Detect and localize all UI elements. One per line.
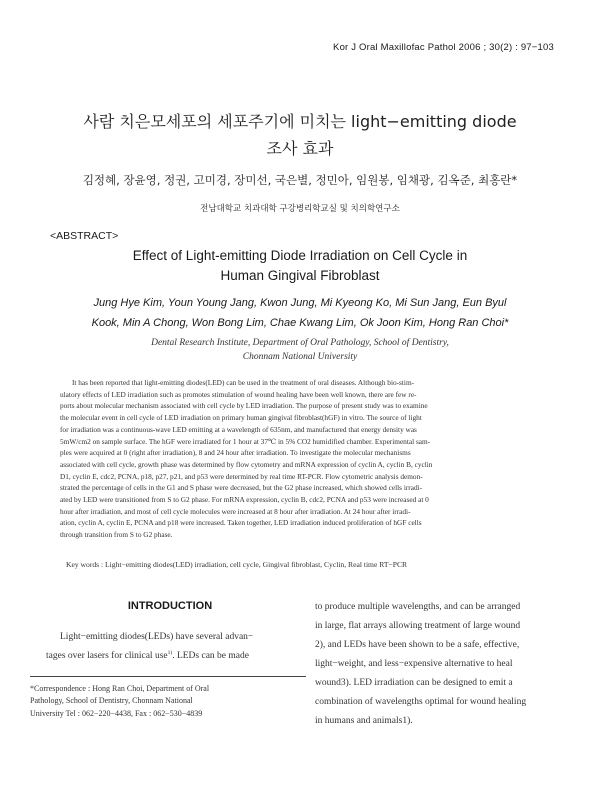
introduction-right-column xyxy=(315,598,573,731)
abstract-line: ulatory effects of LED irradiation such as promotes stimulation of wound healing have been well known, there are few re- xyxy=(60,389,417,399)
english-authors-line1: Jung Hye Kim, Youn Young Jang, Kwon Jung, Mi Kyeong Ko, Mi Sun Jang, Eun Byul xyxy=(93,297,507,309)
intro-right-line: in large, flat arrays allowing treatment of large wound xyxy=(315,621,521,631)
intro-right-line: 2), and LEDs have been shown to be a safe, effective, xyxy=(315,640,520,650)
korean-title-line2: 조사 효과 xyxy=(266,139,334,158)
footnote-divider xyxy=(30,676,306,677)
abstract-line: 5mW/cm2 on sample surface. The hGF were irradiated for 1 hour at 37℃ in 5% CO2 humidified chamber. Experimental sam- xyxy=(60,436,431,446)
abstract-body xyxy=(60,377,553,541)
intro-right-line: light−weight, and less−expensive alternative to heal xyxy=(315,659,513,669)
english-title-line1: Effect of Light-emitting Diode Irradiation on Cell Cycle in xyxy=(132,248,468,263)
footnote-line2: Pathology, School of Dentistry, Chonnam National xyxy=(30,696,193,706)
keywords: Key words : Light−emitting diodes(LED) irradiation, cell cycle, Gingival fibroblast, Cyclin, Real time RT−PCR xyxy=(66,560,408,569)
english-institution xyxy=(50,336,550,364)
footnote-line1: *Correspondence : Hong Ran Choi, Department of Oral xyxy=(30,684,210,693)
correspondence-footnote xyxy=(30,683,310,720)
abstract-tag: <ABSTRACT> xyxy=(50,230,119,242)
intro-right-line: combination of wavelengths optimal for wound healing xyxy=(315,697,527,707)
abstract-line: ports about molecular mechanism associated with cell cycle by LED irradiation. The purpose of present study was to examine xyxy=(60,401,428,411)
abstract-line: ples were acquired at 0 (right after irradiation), 8 and 24 hour after irradiation. To investigate the molecular mechanisms xyxy=(60,448,411,458)
institution-line2: Chonnam National University xyxy=(242,352,358,362)
english-authors-line2: Kook, Min A Chong, Won Bong Lim, Chae Kwang Lim, Ok Joon Kim, Hong Ran Choi* xyxy=(91,317,509,329)
korean-affiliation: 전남대학교 치과대학 구강병리학교실 및 치의학연구소 xyxy=(200,204,400,214)
korean-authors: 김정혜, 장윤영, 정권, 고미경, 장미선, 국은별, 정민아, 임원봉, 임채광, 김옥준, 최홍란* xyxy=(82,173,518,187)
abstract-line: ation, cyclin A, cyclin E, PCNA and p18 were increased. Taken together, LED irradiation induced proliferation of hGF cells xyxy=(60,518,422,528)
abstract-line: It has been reported that light-emitting diodes(LED) can be used in the treatment of oral diseases. Although bio-stim- xyxy=(72,378,415,387)
introduction-heading: INTRODUCTION xyxy=(127,600,213,612)
intro-right-line: in humans and animals1). xyxy=(315,716,413,726)
intro-right-line: to produce multiple wavelengths, and can be arranged xyxy=(315,602,521,612)
english-title xyxy=(40,246,560,286)
abstract-line: associated with cell cycle, growth phase was determined by flow cytometry and mRNA expression of cyclin A, cyclin B, cyclin xyxy=(60,459,433,469)
footnote-line3: University Tel : 062−220−4438, Fax : 062−530−4839 xyxy=(30,708,203,718)
introduction-left-column xyxy=(46,628,294,666)
korean-title-line1: 사람 치은모세포의 세포주기에 미치는 light−emitting diode xyxy=(83,112,517,131)
abstract-line: ated by LED were transitioned from S to G2 phase. For mRNA expression, cyclin B, cdc2, PCNA and p53 were increased at 0 xyxy=(60,495,429,505)
english-authors xyxy=(50,293,550,333)
intro-left-line1: Light−emitting diodes(LEDs) have several advan− xyxy=(60,632,254,642)
abstract-line: for irradiation was a continuous-wave LED emitting at a wavelength of 635nm, and manufactured that energy density was xyxy=(60,424,417,434)
intro-left-line2-tail: . LEDs can be made xyxy=(172,651,249,661)
abstract-line: D1, cyclin E, cdc2, PCNA, p18, p27, p21, and p53 were determined by real time RT-PCR. Flow cytometric analysis demon- xyxy=(60,471,423,481)
abstract-line: hour after irradiation, and most of cell cycle molecules were increased at 8 hour after irradiation. At 24 hour after irradi- xyxy=(60,506,411,516)
english-title-line2: Human Gingival Fibroblast xyxy=(220,268,380,283)
citation-ref: 1) xyxy=(167,650,173,656)
abstract-line: the molecular event in cell cycle of LED irradiation on primary human gingival fibroblast(hGF) in vitro. The source of light xyxy=(60,413,422,423)
journal-citation: Kor J Oral Maxillofac Pathol 2006 ; 30(2) : 97−103 xyxy=(333,42,554,53)
abstract-line: strated the percentage of cells in the G1 and S phase were decreased, but the G2 phase increased, which showed cells irradi- xyxy=(60,483,423,493)
intro-left-line2-text: tages over lasers for clinical use xyxy=(46,651,168,661)
intro-left-line2 xyxy=(46,647,294,666)
abstract-line: through transition from S to G2 phase. xyxy=(60,530,173,540)
institution-line1: Dental Research Institute, Department of Oral Pathology, School of Dentistry, xyxy=(151,338,449,348)
korean-title xyxy=(40,108,560,162)
intro-right-line: wound3). LED irradiation can be designed to emit a xyxy=(315,678,513,688)
